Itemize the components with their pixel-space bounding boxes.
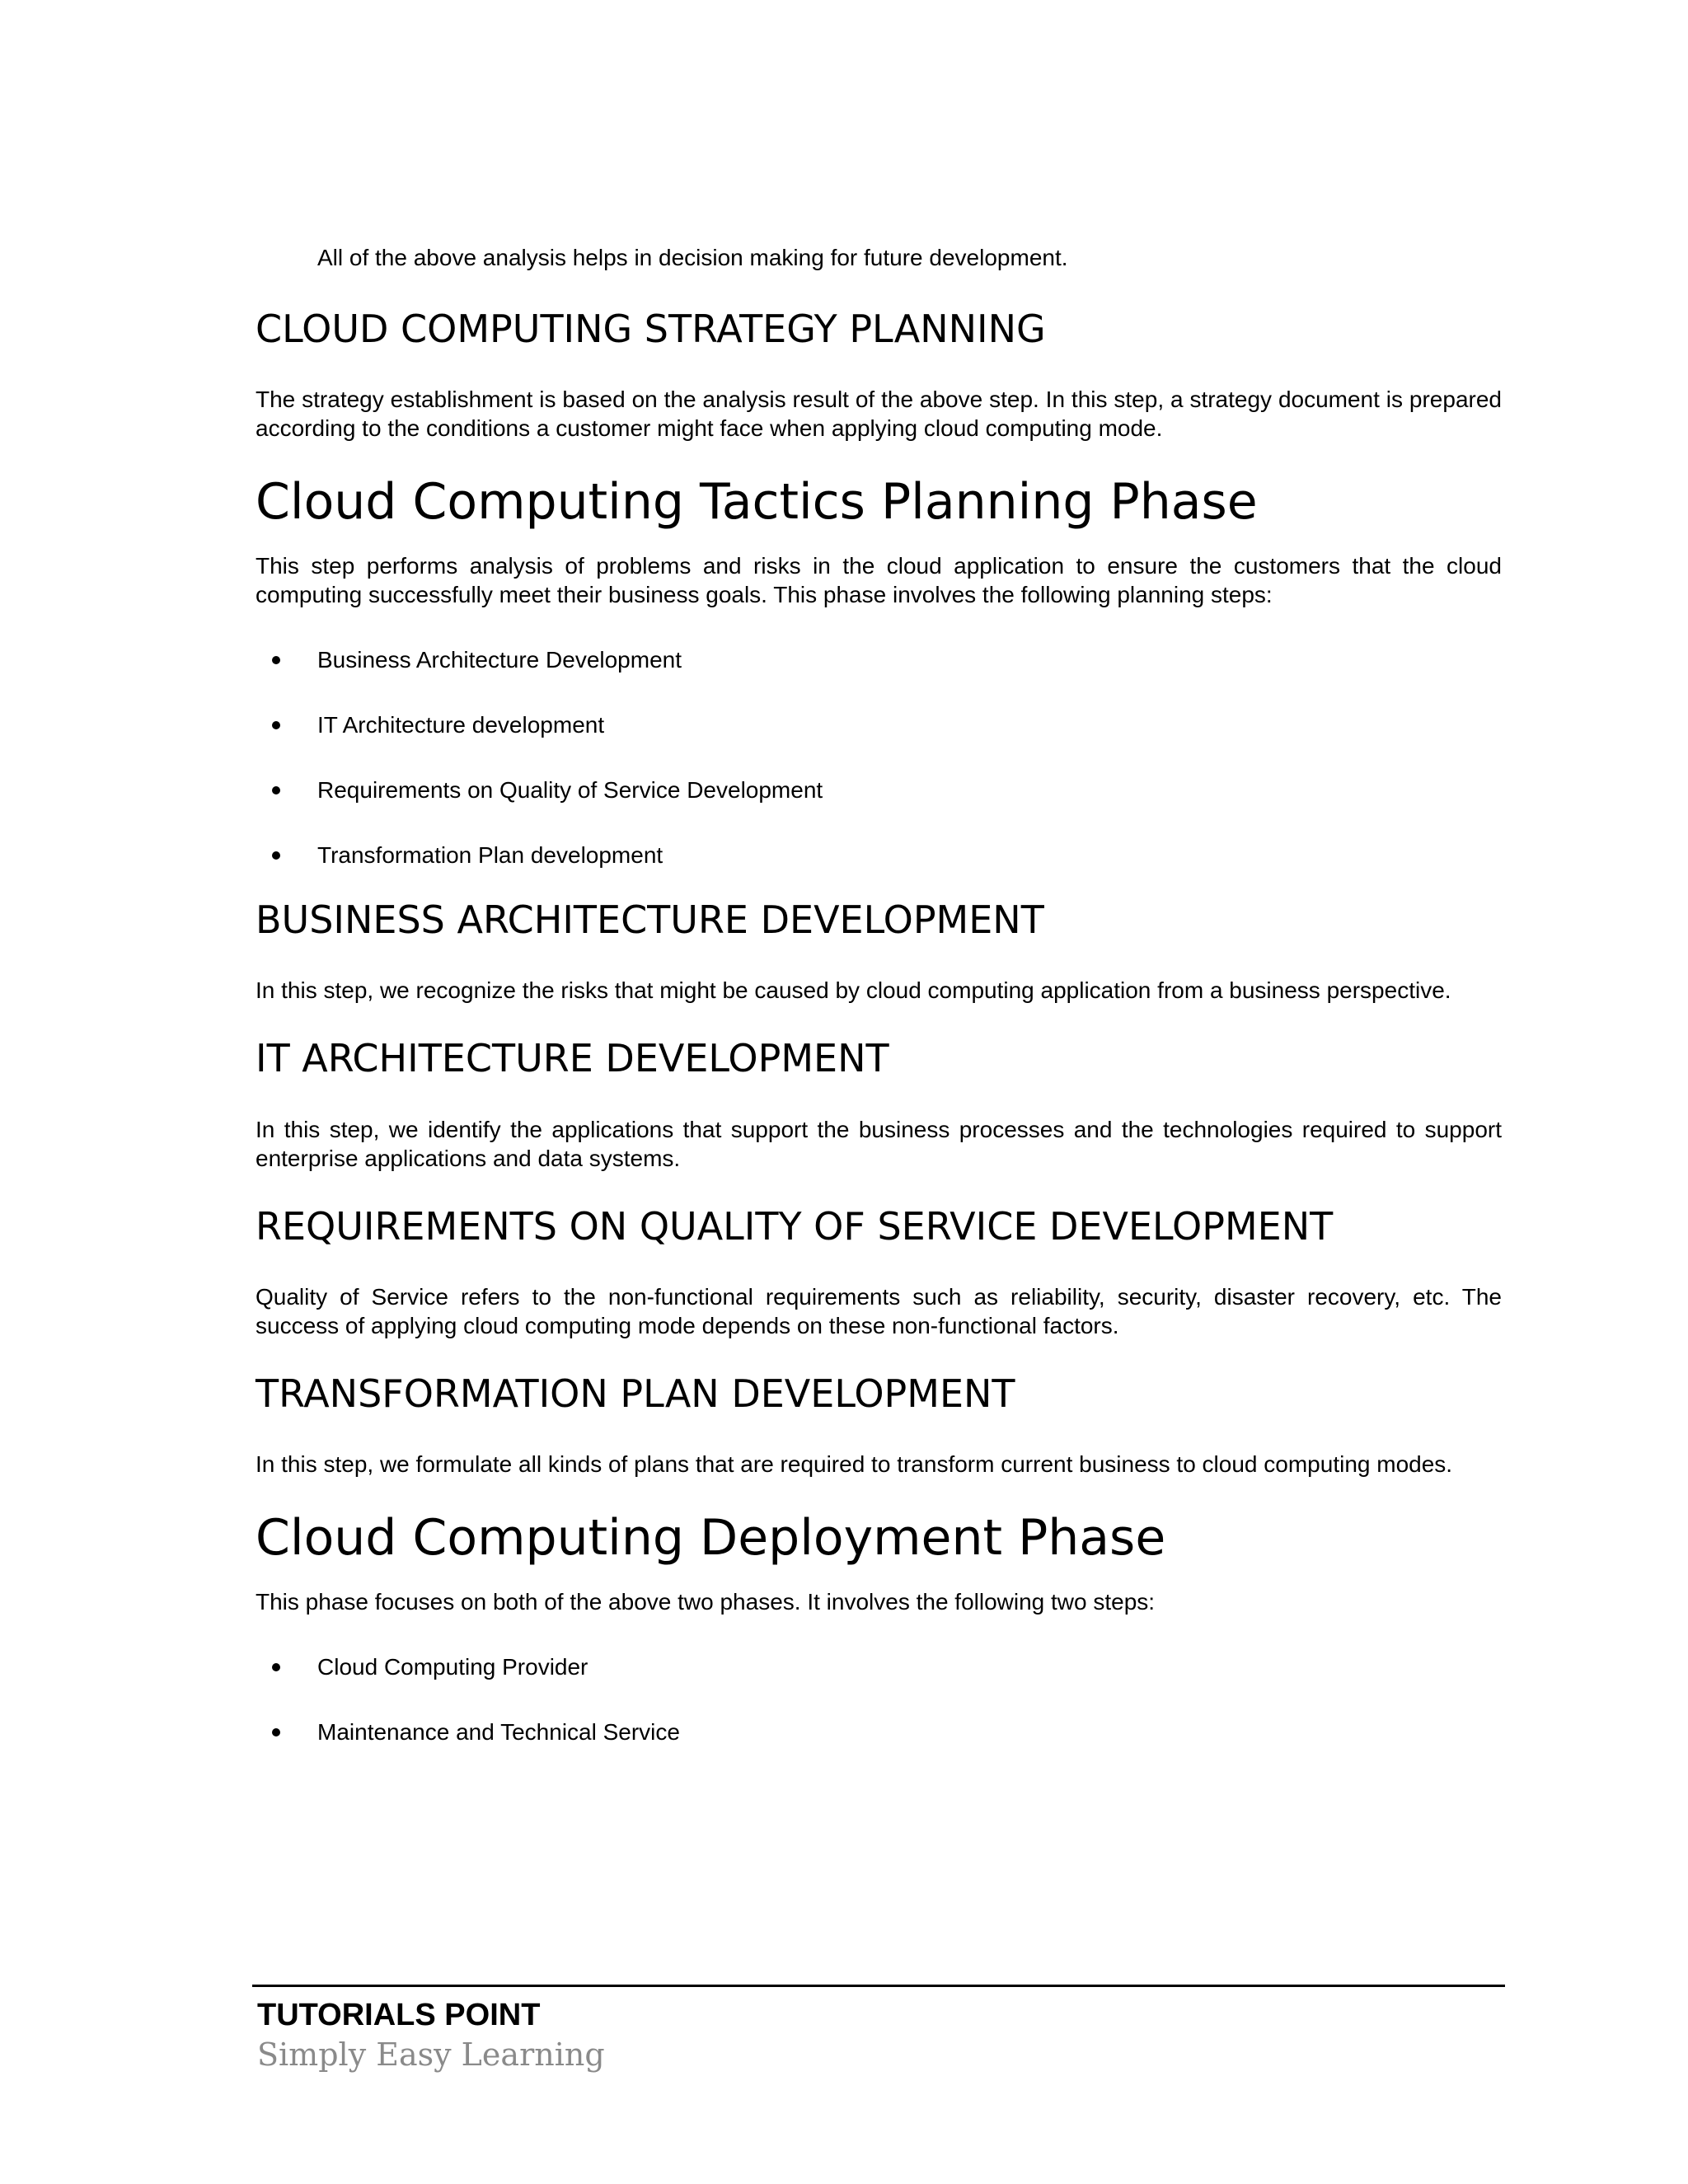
list-item xyxy=(256,776,1502,804)
deployment-list xyxy=(256,1652,1502,1746)
list-item-label: IT Architecture development xyxy=(317,712,605,738)
bullet-icon xyxy=(272,786,280,794)
page-footer xyxy=(252,1985,1505,2074)
bullet-icon xyxy=(272,656,280,664)
business-architecture-heading: BUSINESS ARCHITECTURE DEVELOPMENT xyxy=(256,898,1044,943)
list-item xyxy=(256,1718,1502,1746)
qos-paragraph: Quality of Service refers to the non-functional requirements such as reliability, security, disaster recovery, etc. The success of applying cloud computing mode depends on these non-functional factors. xyxy=(256,1283,1502,1338)
it-architecture-paragraph: In this step, we identify the applications that support the business processes and the technologies required to support enterprise applications and data systems. xyxy=(256,1116,1502,1171)
deployment-paragraph: This phase focuses on both of the above two phases. It involves the following two steps: xyxy=(256,1588,1156,1615)
tactics-heading: Cloud Computing Tactics Planning Phase xyxy=(256,473,1258,532)
bullet-icon xyxy=(272,1728,280,1736)
footer-brand: TUTORIALS POINT xyxy=(257,1998,541,2032)
qos-heading: REQUIREMENTS ON QUALITY OF SERVICE DEVELOPMENT xyxy=(256,1203,1334,1249)
bullet-icon xyxy=(272,721,280,729)
list-item xyxy=(256,710,1502,739)
bullet-icon xyxy=(272,1663,280,1671)
strategy-heading: CLOUD COMPUTING STRATEGY PLANNING xyxy=(256,307,1046,351)
deployment-heading: Cloud Computing Deployment Phase xyxy=(256,1508,1166,1567)
list-item xyxy=(256,841,1502,869)
list-item-label: Business Architecture Development xyxy=(317,647,682,673)
transformation-heading: TRANSFORMATION PLAN DEVELOPMENT xyxy=(256,1371,1015,1416)
transformation-paragraph: In this step, we formulate all kinds of plans that are required to transform current business to cloud computing modes. xyxy=(256,1451,1453,1477)
tactics-list xyxy=(256,645,1502,869)
list-item-label: Cloud Computing Provider xyxy=(317,1653,588,1680)
page-content xyxy=(256,243,1502,1746)
it-architecture-heading: IT ARCHITECTURE DEVELOPMENT xyxy=(256,1036,889,1081)
list-item xyxy=(256,1652,1502,1681)
footer-tagline: Simply Easy Learning xyxy=(257,2036,605,2073)
list-item-label: Requirements on Quality of Service Development xyxy=(317,777,823,804)
bullet-icon xyxy=(272,851,280,860)
intro-text: All of the above analysis helps in decision making for future development. xyxy=(317,245,1068,270)
list-item-label: Maintenance and Technical Service xyxy=(317,1718,680,1745)
business-architecture-paragraph: In this step, we recognize the risks that might be caused by cloud computing application from a business perspective. xyxy=(256,977,1451,1004)
list-item xyxy=(256,645,1502,674)
tactics-paragraph: This step performs analysis of problems and risks in the cloud application to ensure the customers that the cloud computing successfully meet their business goals. This phase involves the following planning steps: xyxy=(256,553,1502,608)
list-item-label: Transformation Plan development xyxy=(317,842,663,869)
strategy-paragraph: The strategy establishment is based on the analysis result of the above step. In this step, a strategy document is prepared according to the conditions a customer might face when applying cloud computing mode. xyxy=(256,387,1502,442)
footer-divider xyxy=(252,1985,1505,1987)
